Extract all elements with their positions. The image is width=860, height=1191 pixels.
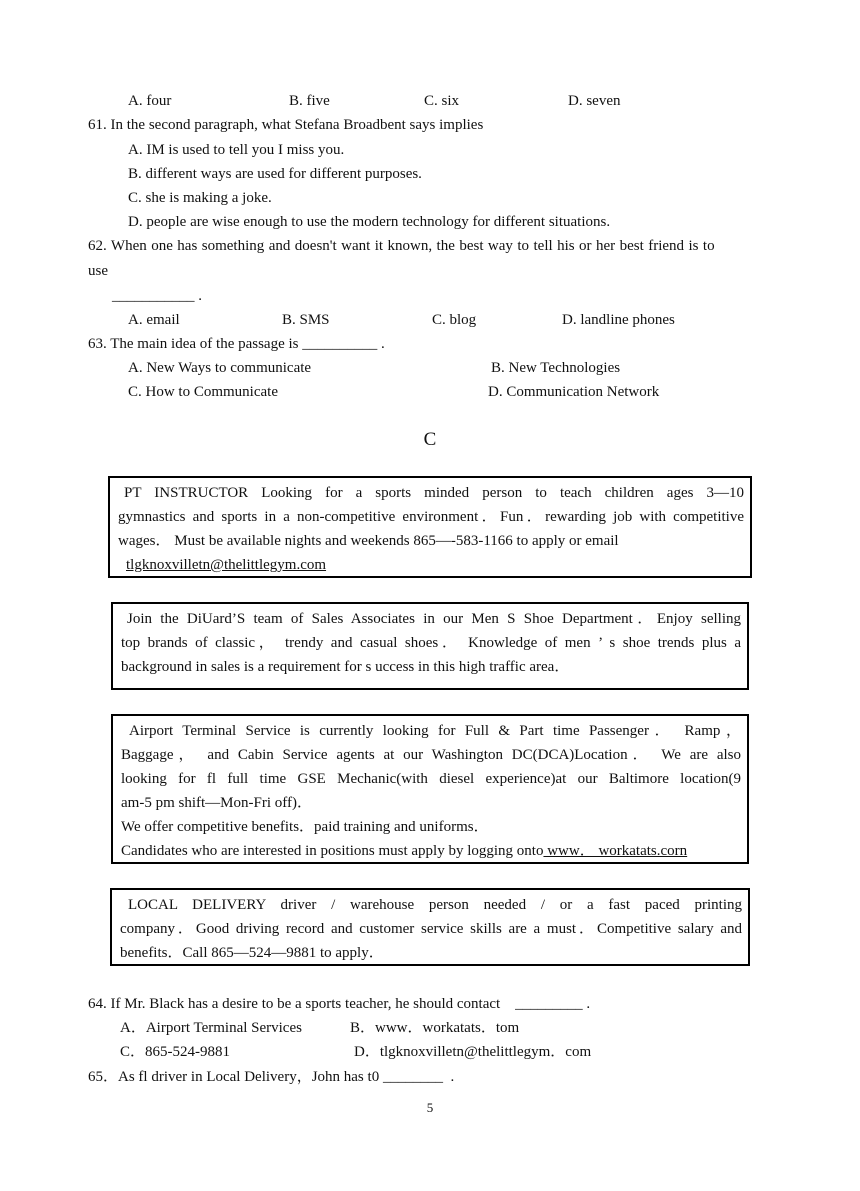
ad2-line2: top brands of classic， trendy and casual shoes． Knowledge of men ’ s shoe trends plus a	[121, 635, 741, 651]
q64-options-row2	[0, 1040, 860, 1064]
q61-stem: 61. In the second paragraph, what Stefana Broadbent says implies	[88, 117, 484, 133]
ad1-email-link[interactable]: tlgknoxvilletn@thelittlegym.com	[126, 557, 327, 573]
q60-option-d: D. seven	[568, 93, 621, 109]
q62-option-a: A. email	[128, 312, 180, 328]
q62-options	[0, 308, 860, 332]
q60-options	[0, 89, 860, 113]
q60-option-c: C. six	[424, 93, 460, 109]
ad1-email-line	[118, 553, 744, 577]
ad3-url-link[interactable]: www． workatats.corn	[543, 843, 688, 859]
ad1-line3: wages． Must be available nights and weekends 865—-583-1166 to apply or email	[118, 533, 619, 549]
ad-local-delivery	[110, 888, 750, 966]
ad-airport-terminal-service	[111, 714, 749, 864]
ad4-line1: LOCAL DELIVERY driver / warehouse person needed / or a fast paced printing	[128, 897, 742, 913]
ad1-line1: PT INSTRUCTOR Looking for a sports minded person to teach children ages 3—10	[124, 485, 744, 501]
ad3-line4: am-5 pm shift—Mon-Fri off)．	[121, 795, 312, 811]
q63-options-row1	[0, 356, 860, 380]
ad3-apply-text: Candidates who are interested in positions must apply by logging onto	[121, 843, 544, 859]
q64-option-c: C．865-524-9881	[120, 1044, 230, 1060]
ad3-line6	[121, 839, 741, 863]
q64-option-a: A．Airport Terminal Services	[120, 1020, 302, 1036]
q64-options-row1	[0, 1016, 860, 1040]
q62-option-c: C. blog	[432, 312, 477, 328]
q63-option-c: C. How to Communicate	[128, 384, 278, 400]
q62-blank: ___________ .	[112, 288, 202, 304]
q63-option-d: D. Communication Network	[488, 384, 660, 400]
q61-option-c: C. she is making a joke.	[128, 190, 272, 206]
section-heading: C	[423, 429, 437, 450]
q61-option-d: D. people are wise enough to use the modern technology for different situations.	[128, 214, 611, 230]
q63-options-row2	[0, 380, 860, 404]
ad-pt-instructor	[108, 476, 752, 578]
q64-option-b: B．www．workatats．tom	[350, 1020, 520, 1036]
ad1-line2: gymnastics and sports in a non-competitive environment．Fun．rewarding job with competitive	[118, 509, 744, 525]
ad-sales-associates	[111, 602, 749, 690]
q65-stem: 65．As fl driver in Local Delivery，John has t0 ________ .	[88, 1069, 455, 1085]
q62-stem-line2: use	[88, 263, 108, 279]
q63-option-a: A. New Ways to communicate	[128, 360, 312, 376]
ad2-line3: background in sales is a requirement for s uccess in this high traffic area．	[121, 659, 570, 675]
q61-option-a: A. IM is used to tell you I miss you.	[128, 142, 345, 158]
ad4-line3: benefits．Call 865—524—9881 to apply．	[120, 945, 384, 961]
q63-option-b: B. New Technologies	[491, 360, 621, 376]
ad3-line3: looking for fl full time GSE Mechanic(with diesel experience)at our Baltimore location(9	[121, 771, 741, 787]
q60-option-a: A. four	[128, 93, 172, 109]
q62-option-b: B. SMS	[282, 312, 330, 328]
q62-option-d: D. landline phones	[562, 312, 675, 328]
ad2-line1: Join the DiUard’S team of Sales Associates in our Men S Shoe Department．Enjoy selling	[127, 611, 741, 627]
q62-stem-line1: 62. When one has something and doesn't want it known, the best way to tell his or her best friend is to	[88, 238, 715, 254]
q61-option-b: B. different ways are used for different purposes.	[128, 166, 422, 182]
q60-option-b: B. five	[289, 93, 330, 109]
ad3-line2: Baggage， and Cabin Service agents at our Washington DC(DCA)Location． We are also	[121, 747, 741, 763]
page-number: 5	[426, 1100, 434, 1115]
ad3-line1: Airport Terminal Service is currently looking for Full & Part time Passenger． Ramp，	[129, 723, 741, 739]
q64-stem: 64. If Mr. Black has a desire to be a sports teacher, he should contact _________ .	[88, 996, 591, 1012]
ad4-line2: company．Good driving record and customer service skills are a must．Competitive salary and	[120, 921, 742, 937]
q64-option-d: D．tlgknoxvilletn@thelittlegym．com	[354, 1044, 592, 1060]
ad3-line5: We offer competitive benefits．paid training and uniforms．	[121, 819, 489, 835]
q63-stem: 63. The main idea of the passage is __________ .	[88, 336, 385, 352]
